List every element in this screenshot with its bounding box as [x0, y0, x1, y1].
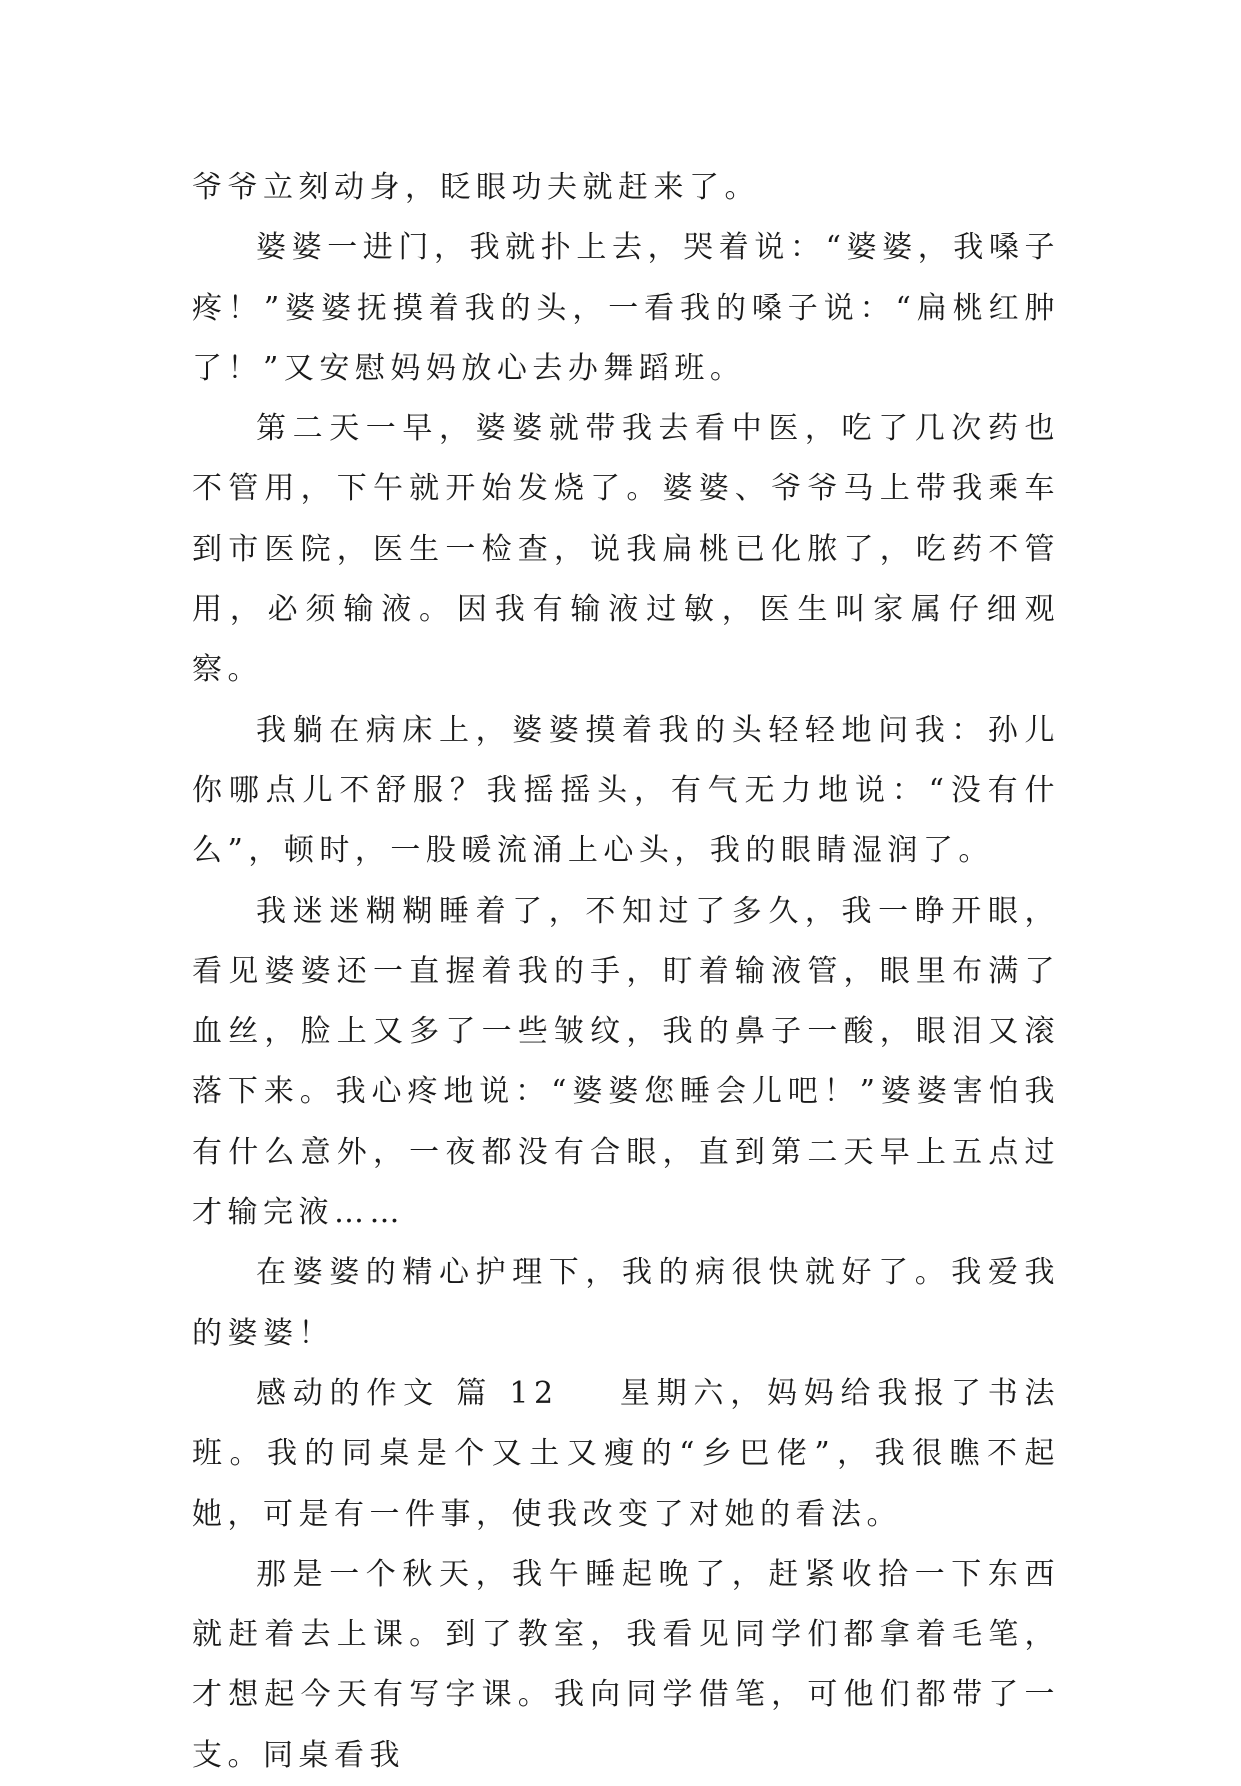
paragraph: 婆婆一进门，我就扑上去，哭着说：“婆婆，我嗓子疼！”婆婆抚摸着我的头，一看我的嗓子说：“扁桃红肿了！”又安慰妈妈放心去办舞蹈班。	[192, 230, 1060, 386]
paragraph: 爷爷立刻动身，眨眼功夫就赶来了。	[192, 170, 760, 205]
paragraph: 那是一个秋天，我午睡起晚了，赶紧收拾一下东西就赶着去上课。到了教室，我看见同学们都拿着毛笔，才想起今天有写字课。我向同学借笔，可他们都带了一支。同桌看我	[192, 1556, 1060, 1773]
section-heading: 感动的作文 篇 12	[256, 1375, 559, 1411]
section-paragraph	[192, 1364, 1060, 1545]
paragraph: 第二天一早，婆婆就带我去看中医，吃了几次药也不管用，下午就开始发烧了。婆婆、爷爷马上带我乘车到市医院，医生一检查，说我扁桃已化脓了，吃药不管用，必须输液。因我有输液过敏，医生叫家属仔细观察。	[192, 411, 1060, 688]
paragraph: 我躺在病床上，婆婆摸着我的头轻轻地问我：孙儿你哪点儿不舒服？我摇摇头，有气无力地说：“没有什么”，顿时，一股暖流涌上心头，我的眼睛湿润了。	[192, 712, 1060, 869]
document-body	[192, 158, 1060, 1786]
paragraph: 在婆婆的精心护理下，我的病很快就好了。我爱我的婆婆！	[192, 1255, 1060, 1351]
section-text: 星期六，妈妈给我报了书法班。我的同桌是个又土又瘦的“乡巴佬”，我很瞧不起她，可是有一件事，使我改变了对她的看法。	[192, 1375, 1060, 1532]
paragraph: 我迷迷糊糊睡着了，不知过了多久，我一睁开眼，看见婆婆还一直握着我的手，盯着输液管，眼里布满了血丝，脸上又多了一些皱纹，我的鼻子一酸，眼泪又滚落下来。我心疼地说：“婆婆您睡会儿吧！”婆婆害怕我有什么意外，一夜都没有合眼，直到第二天早上五点过才输完液……	[192, 893, 1060, 1231]
